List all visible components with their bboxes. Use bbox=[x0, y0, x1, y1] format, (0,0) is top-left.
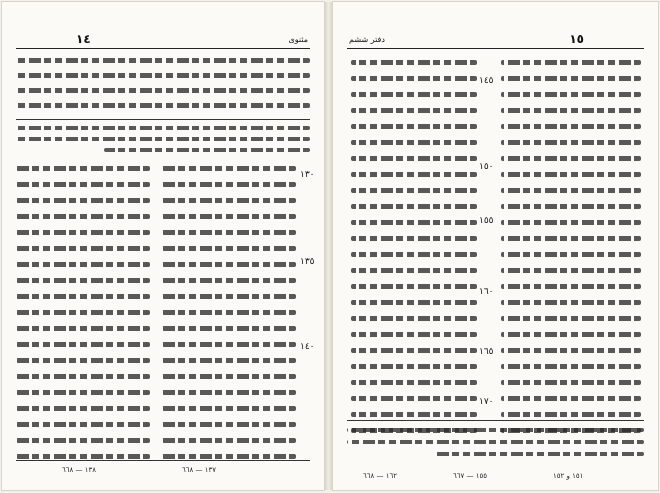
left-page bbox=[2, 2, 324, 490]
right-column-a bbox=[351, 60, 477, 444]
right-verse-number: ١٦٥ bbox=[479, 347, 494, 357]
right-running-head: دفتر ششم bbox=[349, 35, 385, 44]
left-prose-passage bbox=[16, 126, 310, 162]
right-verse-number: ١٧٠ bbox=[479, 397, 494, 407]
right-footnote: ١٥٥ — ٦٦٧ bbox=[453, 472, 488, 480]
left-page-number: ١٤ bbox=[76, 32, 91, 46]
left-separator bbox=[16, 119, 310, 120]
left-column-a bbox=[16, 166, 150, 470]
left-verse-number: ١٣٠ bbox=[300, 170, 315, 180]
left-footnote: ١٣٨ — ٦٦٨ bbox=[62, 466, 97, 474]
left-verse-number: ١٣٥ bbox=[300, 257, 315, 267]
right-column-b bbox=[501, 60, 641, 444]
right-footnote: ١٦٢ — ٦٦٨ bbox=[363, 472, 398, 480]
right-verse-number: ١٤٥ bbox=[479, 76, 494, 86]
right-page-header bbox=[347, 32, 644, 49]
right-page bbox=[333, 2, 658, 490]
right-page-number: ١٥ bbox=[569, 32, 584, 46]
right-footnote: ١٥١ و ١٥٢ bbox=[553, 472, 584, 480]
right-verse-number: ١٦٠ bbox=[479, 287, 494, 297]
right-footnote-rule bbox=[347, 420, 644, 421]
left-verse-number: ١٤٠ bbox=[300, 342, 315, 352]
book-gutter bbox=[324, 2, 333, 490]
right-verse-number: ١٥٥ bbox=[479, 216, 494, 226]
left-page-header bbox=[16, 32, 310, 49]
right-verse-number: ١٥٠ bbox=[479, 162, 494, 172]
left-footnote: ١٣٧ — ٦٦٨ bbox=[182, 466, 217, 474]
left-running-head: مثنوی bbox=[288, 35, 308, 44]
left-opening-verses bbox=[16, 58, 310, 118]
right-footnotes bbox=[347, 428, 644, 466]
left-footnote-rule bbox=[16, 460, 310, 461]
left-column-b bbox=[162, 166, 296, 470]
